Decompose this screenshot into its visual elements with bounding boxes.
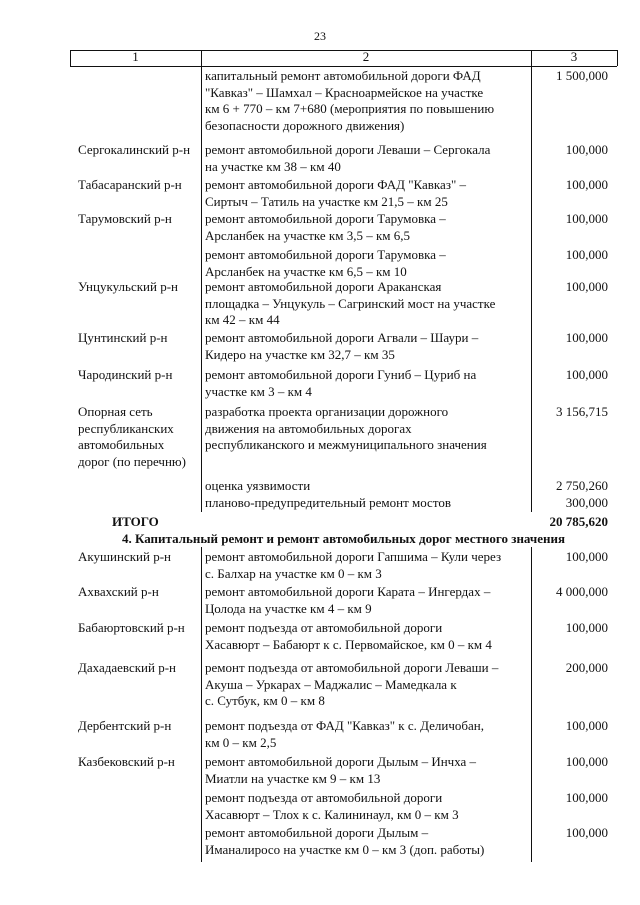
page-number: 23 [314,29,326,43]
district-name: Опорная сеть [78,404,153,419]
district-name: Бабаюртовский р-н [78,620,185,635]
column-header-3: 3 [570,49,578,64]
work-description: ремонт подъезда от ФАД "Кавказ" к с. Деличобан, [205,718,484,733]
amount-value: 100,000 [565,825,608,840]
work-description: Иманалиросо на участке км 0 – км 3 (доп. работы) [205,841,485,857]
work-description: ремонт автомобильной дороги Гуниб – Цуриб на [205,367,477,382]
district-name: Сергокалинский р-н [78,142,191,157]
work-description: ремонт автомобильной дороги Агвали – Шаури – [205,330,479,345]
amount-value: 100,000 [565,620,608,635]
district-name: Табасаранский р-н [78,177,182,192]
district-name: Казбековский р-н [78,754,175,769]
work-description: км 42 – км 44 [205,312,280,327]
amount-value: 300,000 [565,495,608,510]
amount-value: 100,000 [565,211,608,226]
work-description: ремонт автомобильной дороги Тарумовка – [205,211,446,226]
district-name: Дербентский р-н [78,718,172,733]
work-description: планово-предупредительный ремонт мостов [205,495,451,510]
district-name: Унцукульский р-н [78,279,178,294]
work-description: Цолода на участке км 4 – км 9 [205,600,372,616]
work-description: с. Сутбук, км 0 – км 8 [205,693,325,708]
work-description: Хасавюрт – Тлох к с. Калининаул, км 0 – км 3 [205,806,459,822]
work-description: Арсланбек на участке км 6,5 – км 10 [205,263,407,279]
amount-value: 4 000,000 [556,584,608,599]
work-description: ремонт подъезда от автомобильной дороги [205,790,443,805]
section-title: 4. Капитальный ремонт и ремонт автомобильных дорог местного значения [121,531,566,546]
amount-value: 1 500,000 [556,68,608,83]
header-bottom-rule [70,66,617,67]
amount-value: 3 156,715 [556,404,608,419]
amount-value: 100,000 [565,549,608,564]
work-description: ремонт автомобильной дороги ФАД "Кавказ" – [205,177,467,192]
work-description: на участке км 38 – км 40 [205,158,341,174]
table-border-right [617,50,618,66]
district-name: Цунтинский р-н [78,330,168,345]
work-description: безопасности дорожного движения) [205,117,405,133]
total-label: ИТОГО [112,514,159,529]
column-divider-2 [531,50,532,512]
amount-value: 100,000 [565,790,608,805]
column-divider-1-lower [201,547,202,862]
column-header-1: 1 [132,49,139,64]
work-description: Акуша – Уркарах – Маджалис – Мамедкала к [205,676,457,692]
district-name: Ахвахский р-н [78,584,159,599]
table-border-left [70,50,71,66]
work-description: оценка уязвимости [205,478,311,493]
work-description: Хасавюрт – Бабаюрт к с. Первомайское, км 0 – км 4 [205,636,492,652]
work-description: км 0 – км 2,5 [205,734,277,750]
work-description: Арсланбек на участке км 3,5 – км 6,5 [205,227,410,243]
district-name: автомобильных [78,437,165,452]
work-description: ремонт подъезда от автомобильной дороги [205,620,443,635]
column-divider-2-lower [531,547,532,862]
work-description: ремонт автомобильной дороги Тарумовка – [205,247,446,262]
amount-value: 100,000 [565,279,608,294]
district-name: дорог (по перечню) [78,453,186,469]
amount-value: 100,000 [565,247,608,262]
work-description: с. Балхар на участке км 0 – км 3 [205,565,382,581]
work-description: Миатли на участке км 9 – км 13 [205,770,381,786]
work-description: "Кавказ" – Шамхал – Красноармейское на участке [205,84,484,100]
amount-value: 100,000 [565,142,608,157]
district-name: Дахадаевский р-н [78,660,176,675]
amount-value: 100,000 [565,718,608,733]
work-description: площадка – Унцукуль – Сагринский мост на участке [205,295,496,311]
total-amount: 20 785,620 [549,514,608,529]
district-name: республиканских [78,420,174,436]
column-header-2: 2 [362,49,370,64]
work-description: Сиртыч – Татиль на участке км 21,5 – км 25 [205,193,448,209]
work-description: Кидеро на участке км 32,7 – км 35 [205,346,395,362]
amount-value: 200,000 [565,660,608,675]
amount-value: 100,000 [565,330,608,345]
district-name: Акушинский р-н [78,549,171,564]
work-description: ремонт автомобильной дороги Леваши – Сергокала [205,142,491,157]
district-name: Тарумовский р-н [78,211,172,226]
amount-value: 100,000 [565,177,608,192]
work-description: ремонт автомобильной дороги Дылым – Инчха – [205,754,477,769]
amount-value: 100,000 [565,754,608,769]
amount-value: 100,000 [565,367,608,382]
work-description: участке км 3 – км 4 [205,383,312,399]
work-description: ремонт автомобильной дороги Дылым – [205,825,429,840]
work-description: ремонт автомобильной дороги Карата – Ингердах – [205,584,491,599]
column-divider-1 [201,50,202,512]
district-name: Чародинский р-н [78,367,173,382]
work-description: движения на автомобильных дорогах [205,420,412,436]
work-description: капитальный ремонт автомобильной дороги ФАД [205,68,481,83]
work-description: республиканского и межмуниципального значения [205,437,487,452]
amount-value: 2 750,260 [556,478,608,493]
work-description: ремонт автомобильной дороги Араканская [205,279,442,294]
work-description: разработка проекта организации дорожного [205,404,449,419]
work-description: ремонт подъезда от автомобильной дороги Леваши – [205,660,499,675]
work-description: км 6 + 770 – км 7+680 (мероприятия по повышению [205,101,495,116]
work-description: ремонт автомобильной дороги Гапшима – Кули через [205,549,502,564]
